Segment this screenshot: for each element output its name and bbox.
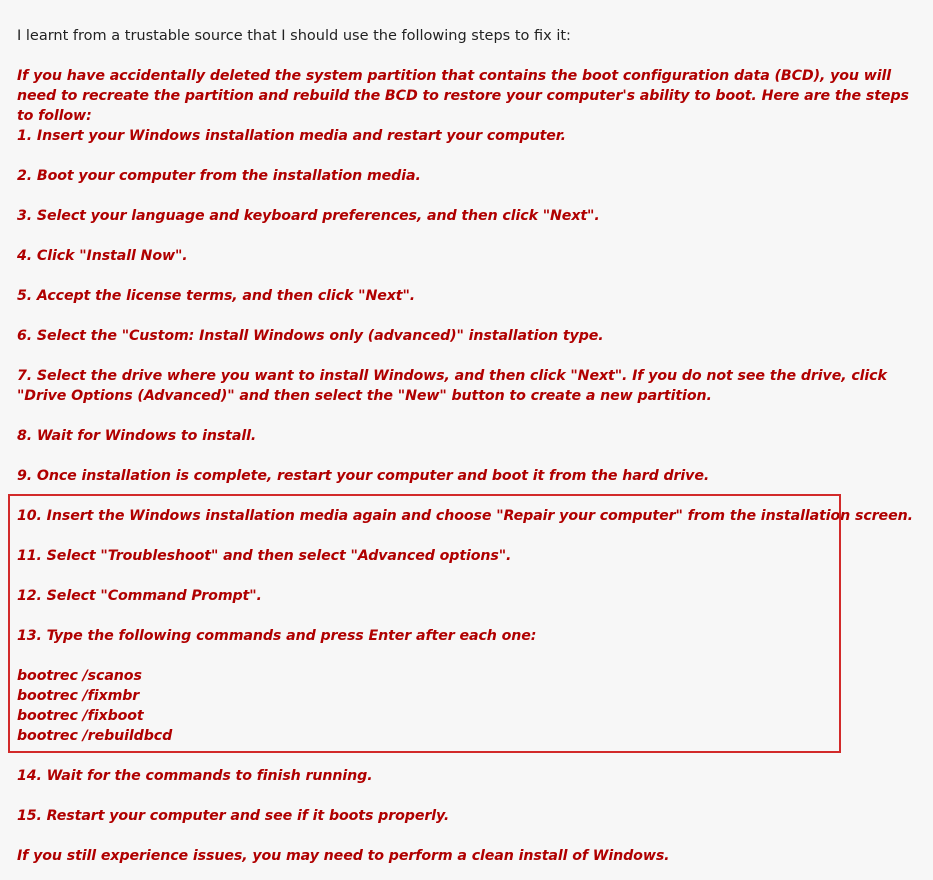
quote-intro: If you have accidentally deleted the system partition that contains the boot configuration data (BCD), you will need to recreate the partition and rebuild the BCD to restore your computer's ability to boot. Here are the steps to follow:: [17, 68, 909, 124]
step-2: 2. Boot your computer from the installation media.: [17, 168, 421, 184]
step-9: 9. Once installation is complete, restart your computer and boot it from the hard drive.: [17, 468, 710, 484]
step-8: 8. Wait for Windows to install.: [17, 428, 257, 444]
intro-text: I learnt from a trustable source that I should use the following steps to fix it:: [17, 28, 571, 44]
command-fixmbr: bootrec /fixmbr: [17, 688, 140, 704]
step-11: 11. Select "Troubleshoot" and then select "Advanced options".: [17, 548, 512, 564]
step-6: 6. Select the "Custom: Install Windows only (advanced)" installation type.: [17, 328, 604, 344]
step-14: 14. Wait for the commands to finish running.: [17, 768, 373, 784]
step-13: 13. Type the following commands and press Enter after each one:: [17, 628, 537, 644]
step-1: 1. Insert your Windows installation media and restart your computer.: [17, 128, 566, 144]
step-5: 5. Accept the license terms, and then click "Next".: [17, 288, 416, 304]
step-4: 4. Click "Install Now".: [17, 248, 188, 264]
step-15: 15. Restart your computer and see if it boots properly.: [17, 808, 450, 824]
step-3: 3. Select your language and keyboard preferences, and then click "Next".: [17, 208, 600, 224]
closing-note: If you still experience issues, you may need to perform a clean install of Windows.: [17, 848, 670, 864]
command-rebuildbcd: bootrec /rebuildbcd: [17, 728, 173, 744]
step-7: 7. Select the drive where you want to install Windows, and then click "Next". If you do not see the drive, click "Drive Options (Advanced)" and then select the "New" button to create a new partition.: [17, 368, 887, 404]
command-scanos: bootrec /scanos: [17, 668, 142, 684]
step-12: 12. Select "Command Prompt".: [17, 588, 262, 604]
step-10: 10. Insert the Windows installation media again and choose "Repair your computer" from the installation screen.: [17, 508, 913, 524]
command-fixboot: bootrec /fixboot: [17, 708, 144, 724]
